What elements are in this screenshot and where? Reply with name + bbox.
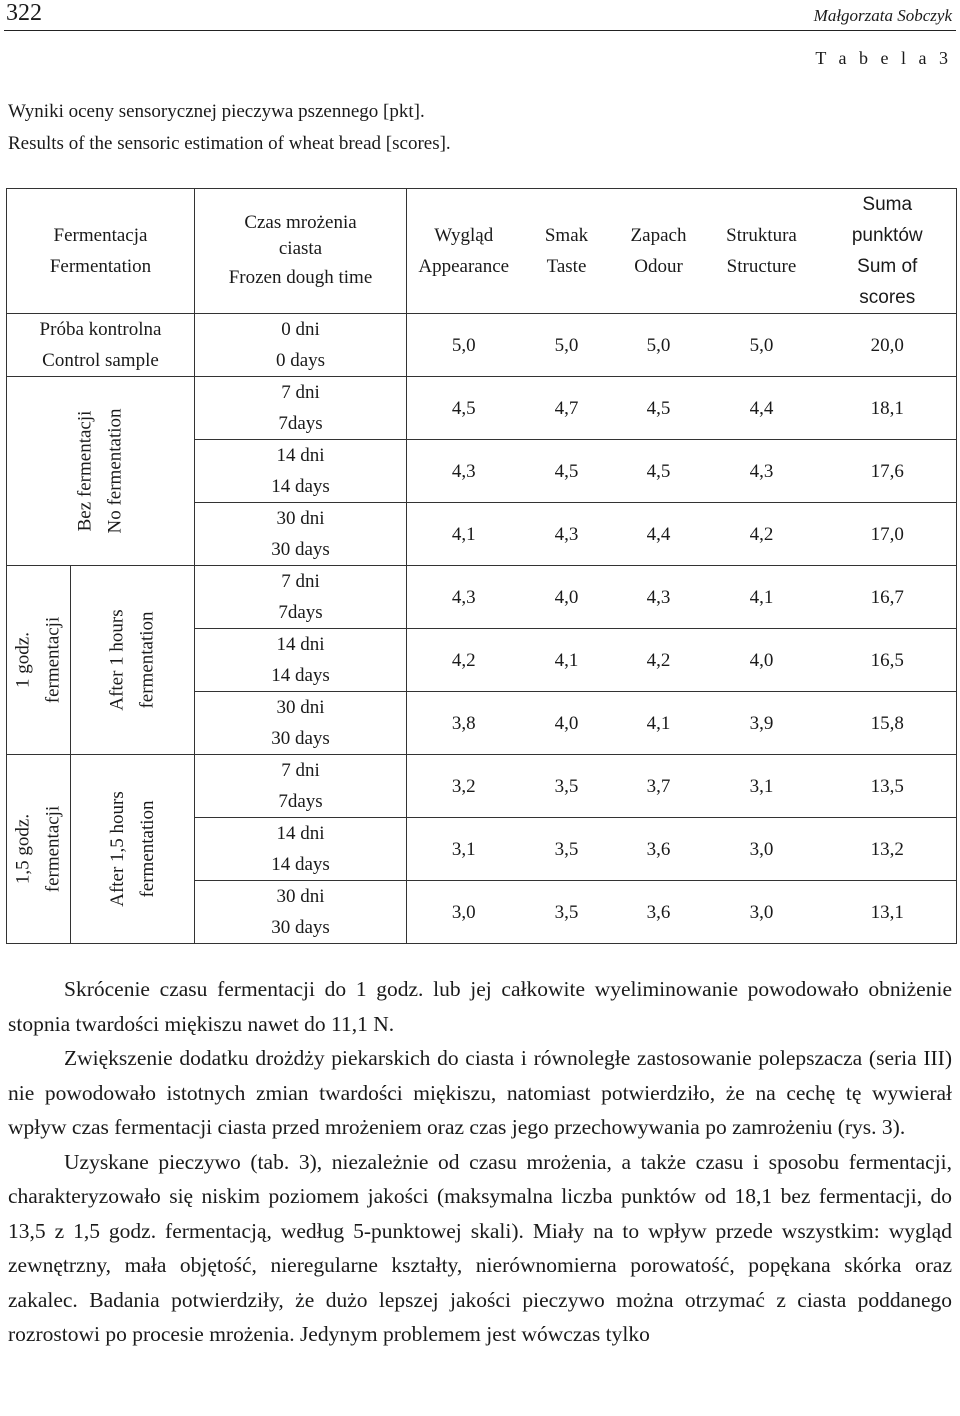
freeze-time-cell <box>195 566 407 629</box>
structure-header-pl: Struktura <box>726 225 797 246</box>
odour-header-pl: Zapach <box>630 225 687 246</box>
group-label-pl-2: fermentacji <box>42 805 64 893</box>
time-pl: 7 dni <box>281 382 320 403</box>
group-label-15h-pl <box>7 755 71 944</box>
time-pl: 30 dni <box>276 886 325 907</box>
control-label-pl: Próba kontrolna <box>39 319 162 340</box>
caption-polish: Wyniki oceny sensorycznej pieczywa pszennego [pkt]. <box>8 101 425 122</box>
value-cell: 5,0 <box>407 314 521 377</box>
freeze-time-header <box>195 189 407 314</box>
group-label-en: No fermentation <box>104 408 126 534</box>
fermentation-header-pl: Fermentacja <box>53 225 148 246</box>
group-label-rotated <box>9 806 69 893</box>
paragraph: Skrócenie czasu fermentacji do 1 godz. lub jej całkowite wyeliminowanie powodowało obniżenie stopnia twardości miękiszu nawet do 11,1 N. <box>8 977 952 1036</box>
header-rule <box>4 30 956 31</box>
value-cell: 4,2 <box>705 503 819 566</box>
structure-header-en: Structure <box>726 256 797 277</box>
value-cell: 4,4 <box>613 503 705 566</box>
value-cell: 4,0 <box>521 566 613 629</box>
group-label-pl: Bez fermentacji <box>74 410 96 532</box>
group-label-pl-2: fermentacji <box>42 616 64 704</box>
sum-cell: 13,2 <box>819 818 957 881</box>
group-label-rotated <box>70 408 130 533</box>
value-cell: 4,4 <box>705 377 819 440</box>
group-label-15h-en <box>71 755 195 944</box>
value-cell: 3,0 <box>705 818 819 881</box>
time-en: 7days <box>278 791 323 812</box>
value-cell: 3,5 <box>521 881 613 944</box>
group-label-1h-en <box>71 566 195 755</box>
value-cell: 4,2 <box>613 629 705 692</box>
time-pl: 14 dni <box>276 445 325 466</box>
value-cell: 4,3 <box>407 440 521 503</box>
value-cell: 3,5 <box>521 755 613 818</box>
sum-header-pl-2: punktów <box>851 225 923 246</box>
group-label-en-1: After 1 hours <box>106 609 128 711</box>
table-row <box>7 566 957 629</box>
value-cell: 3,2 <box>407 755 521 818</box>
structure-header <box>705 189 819 314</box>
freeze-time-cell <box>195 440 407 503</box>
taste-header <box>521 189 613 314</box>
time-en: 0 days <box>275 350 326 371</box>
sum-cell: 17,0 <box>819 503 957 566</box>
value-cell: 3,5 <box>521 818 613 881</box>
freeze-time-cell <box>195 881 407 944</box>
value-cell: 3,9 <box>705 692 819 755</box>
time-en: 7days <box>278 413 323 434</box>
value-cell: 4,3 <box>521 503 613 566</box>
group-label-1h-pl <box>7 566 71 755</box>
value-cell: 4,0 <box>521 692 613 755</box>
freeze-time-cell <box>195 818 407 881</box>
value-cell: 4,1 <box>705 566 819 629</box>
table-row <box>7 755 957 818</box>
fermentation-header <box>7 189 195 314</box>
freeze-time-cell <box>195 314 407 377</box>
paragraph: Zwiększenie dodatku drożdży piekarskich do ciasta i równoległe zastosowanie polepszacza (seria III) nie powodowało istotnych zmian twardości miękiszu, natomiast potwierdziło, że na cechę tę wywierał wpływ czas fermentacji ciasta przed mrożeniem oraz czas jego przechowywania po zamrożeniu (rys. 3). <box>8 1046 952 1139</box>
table-label: T a b e l a 3 <box>815 48 952 68</box>
value-cell: 3,8 <box>407 692 521 755</box>
freeze-time-cell <box>195 755 407 818</box>
value-cell: 4,5 <box>407 377 521 440</box>
value-cell: 4,5 <box>521 440 613 503</box>
value-cell: 3,0 <box>705 881 819 944</box>
time-pl: 14 dni <box>276 634 325 655</box>
value-cell: 4,3 <box>613 566 705 629</box>
fermentation-header-en: Fermentation <box>49 256 152 277</box>
taste-header-pl: Smak <box>544 225 589 246</box>
page-header <box>0 0 960 34</box>
value-cell: 3,1 <box>705 755 819 818</box>
body-text <box>8 972 952 1352</box>
value-cell: 4,1 <box>613 692 705 755</box>
value-cell: 4,5 <box>613 377 705 440</box>
sum-cell: 13,5 <box>819 755 957 818</box>
odour-header <box>613 189 705 314</box>
table-row <box>7 314 957 377</box>
freeze-time-cell <box>195 692 407 755</box>
value-cell: 4,1 <box>407 503 521 566</box>
time-en: 7days <box>278 602 323 623</box>
table-caption <box>8 96 451 160</box>
header-row <box>7 189 957 314</box>
value-cell: 5,0 <box>521 314 613 377</box>
running-head-author: Małgorzata Sobczyk <box>813 6 952 25</box>
value-cell: 4,0 <box>705 629 819 692</box>
sum-header-pl-1: Suma <box>862 194 913 215</box>
value-cell: 4,1 <box>521 629 613 692</box>
control-label-en: Control sample <box>42 350 159 371</box>
value-cell: 5,0 <box>705 314 819 377</box>
sum-cell: 16,7 <box>819 566 957 629</box>
value-cell: 4,7 <box>521 377 613 440</box>
freeze-time-cell <box>195 377 407 440</box>
group-label-no-fermentation <box>7 377 195 566</box>
time-pl: 30 dni <box>276 508 325 529</box>
value-cell: 3,6 <box>613 818 705 881</box>
caption-english: Results of the sensoric estimation of wheat bread [scores]. <box>8 133 451 154</box>
control-sample-label <box>7 314 195 377</box>
page-number: 322 <box>6 0 42 26</box>
group-label-rotated <box>103 609 163 710</box>
freeze-header-pl-2: ciasta <box>278 237 323 259</box>
freeze-time-cell <box>195 503 407 566</box>
freeze-header-en: Frozen dough time <box>228 266 373 288</box>
sum-cell: 16,5 <box>819 629 957 692</box>
time-en: 30 days <box>271 728 330 749</box>
results-table <box>6 188 957 944</box>
value-cell: 3,7 <box>613 755 705 818</box>
time-en: 30 days <box>271 917 330 938</box>
taste-header-en: Taste <box>546 256 587 277</box>
time-en: 30 days <box>271 539 330 560</box>
sum-cell: 15,8 <box>819 692 957 755</box>
appearance-header-pl: Wygląd <box>434 225 494 246</box>
appearance-header <box>407 189 521 314</box>
time-en: 14 days <box>271 854 330 875</box>
time-pl: 14 dni <box>276 823 325 844</box>
value-cell: 3,0 <box>407 881 521 944</box>
appearance-header-en: Appearance <box>418 256 510 277</box>
sum-cell: 17,6 <box>819 440 957 503</box>
group-label-pl-1: 1 godz. <box>12 632 34 688</box>
table-row <box>7 377 957 440</box>
freeze-time-cell <box>195 629 407 692</box>
sum-cell: 13,1 <box>819 881 957 944</box>
sum-cell: 18,1 <box>819 377 957 440</box>
value-cell: 4,2 <box>407 629 521 692</box>
group-label-pl-1: 1,5 godz. <box>12 813 34 885</box>
sum-cell: 20,0 <box>819 314 957 377</box>
sum-header <box>819 189 957 314</box>
time-pl: 7 dni <box>281 760 320 781</box>
time-pl: 30 dni <box>276 697 325 718</box>
group-label-en-2: fermentation <box>136 611 158 709</box>
group-label-en-2: fermentation <box>136 800 158 898</box>
paragraph: Uzyskane pieczywo (tab. 3), niezależnie od czasu mrożenia, a także czasu i sposobu fermentacji, charakteryzowało się niskim poziomem jakości (maksymalna liczba punktów od 18,1 bez fermentacji, do 13,5 z 1,5 godz. fermentacją, według 5-punktowej skali). Miały na to wpływ przede wszystkim: wygląd zewnętrzny, mała objętość, nieregularne kształty, nierównomierna porowatość, popękana skórka oraz zakalec. Badania potwierdziły, że dużo lepszej jakości pieczywo można otrzymać z ciasta poddanego rozrostowi po procesie mrożenia. Jedynym problemem jest wówczas tylko <box>8 1149 952 1346</box>
value-cell: 3,6 <box>613 881 705 944</box>
time-en: 14 days <box>271 665 330 686</box>
odour-header-en: Odour <box>634 256 683 277</box>
sum-header-en-1: Sum of <box>857 256 918 277</box>
time-pl: 0 dni <box>281 319 320 340</box>
value-cell: 4,3 <box>705 440 819 503</box>
time-en: 14 days <box>271 476 330 497</box>
time-pl: 7 dni <box>281 571 320 592</box>
sum-header-en-2: scores <box>859 287 916 308</box>
group-label-en-1: After 1,5 hours <box>106 791 128 907</box>
value-cell: 5,0 <box>613 314 705 377</box>
freeze-header-pl-1: Czas mrożenia <box>244 211 357 233</box>
group-label-rotated <box>103 791 163 907</box>
value-cell: 4,3 <box>407 566 521 629</box>
value-cell: 3,1 <box>407 818 521 881</box>
group-label-rotated <box>9 617 69 704</box>
value-cell: 4,5 <box>613 440 705 503</box>
